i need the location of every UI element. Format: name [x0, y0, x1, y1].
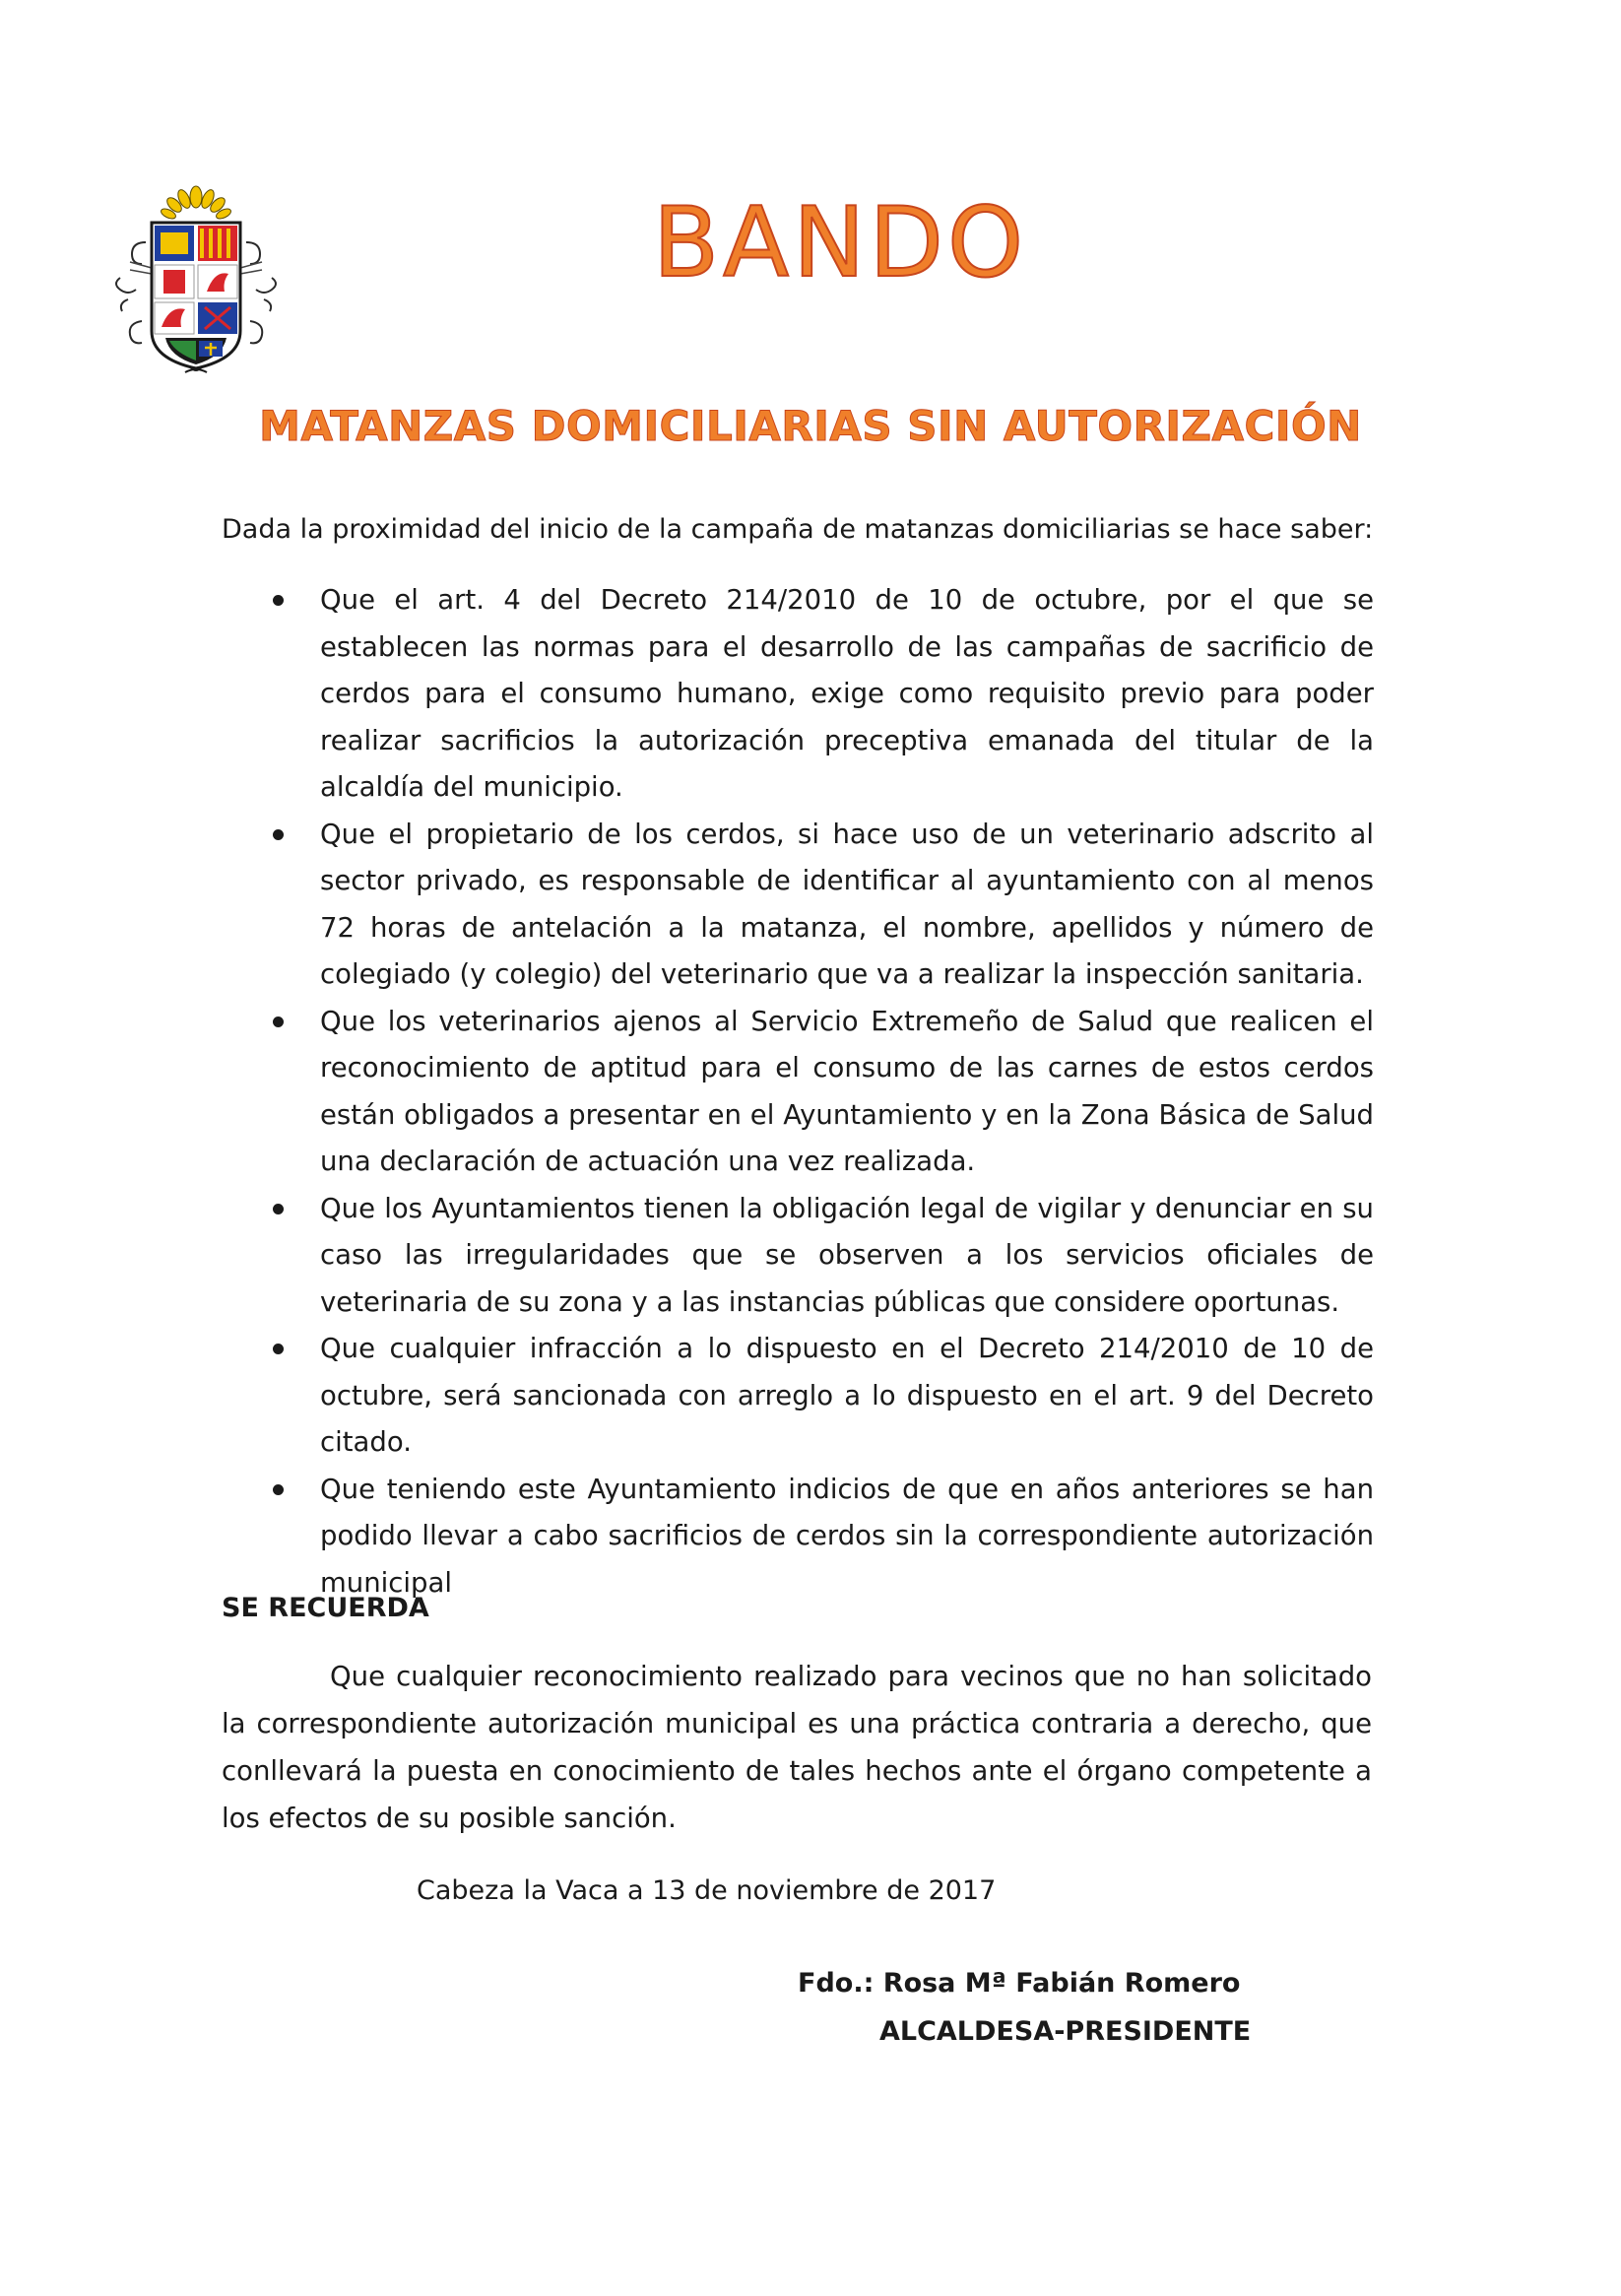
bullet-text: Que teniendo este Ayuntamiento indicios de que en años anteriores se han podido llevar a cabo sacrificios de cerdos sin la correspondiente autorización municipal	[320, 1473, 1374, 1599]
signature-name: Fdo.: Rosa Mª Fabián Romero	[798, 1968, 1241, 1999]
bullet-dot-icon	[273, 1484, 284, 1495]
signature-position: ALCALDESA-PRESIDENTE	[879, 2016, 1252, 2047]
bullet-item	[222, 1186, 1374, 1327]
bullet-item	[222, 577, 1374, 812]
bullet-item	[222, 812, 1374, 999]
recuerda-heading: SE RECUERDA	[222, 1593, 429, 1623]
bullet-text: Que los Ayuntamientos tienen la obligación legal de vigilar y denunciar en su caso las irregularidades que se observen a los servicios oficiales de veterinaria de su zona y a las instancias públicas que considere oportunas.	[320, 1192, 1374, 1318]
bullet-dot-icon	[273, 1204, 284, 1214]
bullet-dot-icon	[273, 1017, 284, 1027]
bullet-item	[222, 1326, 1374, 1467]
bullet-text: Que el propietario de los cerdos, si hace uso de un veterinario adscrito al sector privado, es responsable de identificar al ayuntamiento con al menos 72 horas de antelación a la matanza, el nombre, apellidos y número de colegiado (y colegio) del veterinario que va a realizar la inspección sanitaria.	[320, 818, 1374, 990]
bullet-text: Que cualquier infracción a lo dispuesto en el Decreto 214/2010 de 10 de octubre, será sancionada con arreglo a lo dispuesto en el art. 9 del Decreto citado.	[320, 1333, 1374, 1458]
bullet-dot-icon	[273, 1344, 284, 1354]
bullet-text: Que el art. 4 del Decreto 214/2010 de 10 de octubre, por el que se establecen las normas para el desarrollo de las campañas de sacrificio de cerdos para el consumo humano, exige como requisito previo para poder realizar sacrificios la autorización preceptiva emanada del titular de la alcaldía del municipio.	[320, 584, 1374, 803]
bullet-list	[222, 577, 1374, 1607]
bullet-item	[222, 999, 1374, 1186]
bullet-text: Que los veterinarios ajenos al Servicio Extremeño de Salud que realicen el reconocimiento de aptitud para el consumo de las carnes de estos cerdos están obligados a presentar en el Ayuntamiento y en la Zona Básica de Salud una declaración de actuación una vez realizada.	[320, 1005, 1374, 1177]
bullet-dot-icon	[273, 595, 284, 606]
document-subtitle: MATANZAS DOMICILIARIAS SIN AUTORIZACIÓN	[259, 402, 1362, 450]
recuerda-paragraph: Que cualquier reconocimiento realizado para vecinos que no han solicitado la correspondiente autorización municipal es una práctica contraria a derecho, que conllevará la puesta en conocimiento de tales hechos ante el órgano competente a los efectos de su posible sanción.	[222, 1661, 1372, 1834]
place-date: Cabeza la Vaca a 13 de noviembre de 2017	[417, 1875, 997, 1906]
document-title: BANDO	[652, 187, 1028, 299]
intro-paragraph: Dada la proximidad del inicio de la campaña de matanzas domiciliarias se hace saber:	[222, 514, 1374, 545]
bullet-dot-icon	[273, 829, 284, 840]
